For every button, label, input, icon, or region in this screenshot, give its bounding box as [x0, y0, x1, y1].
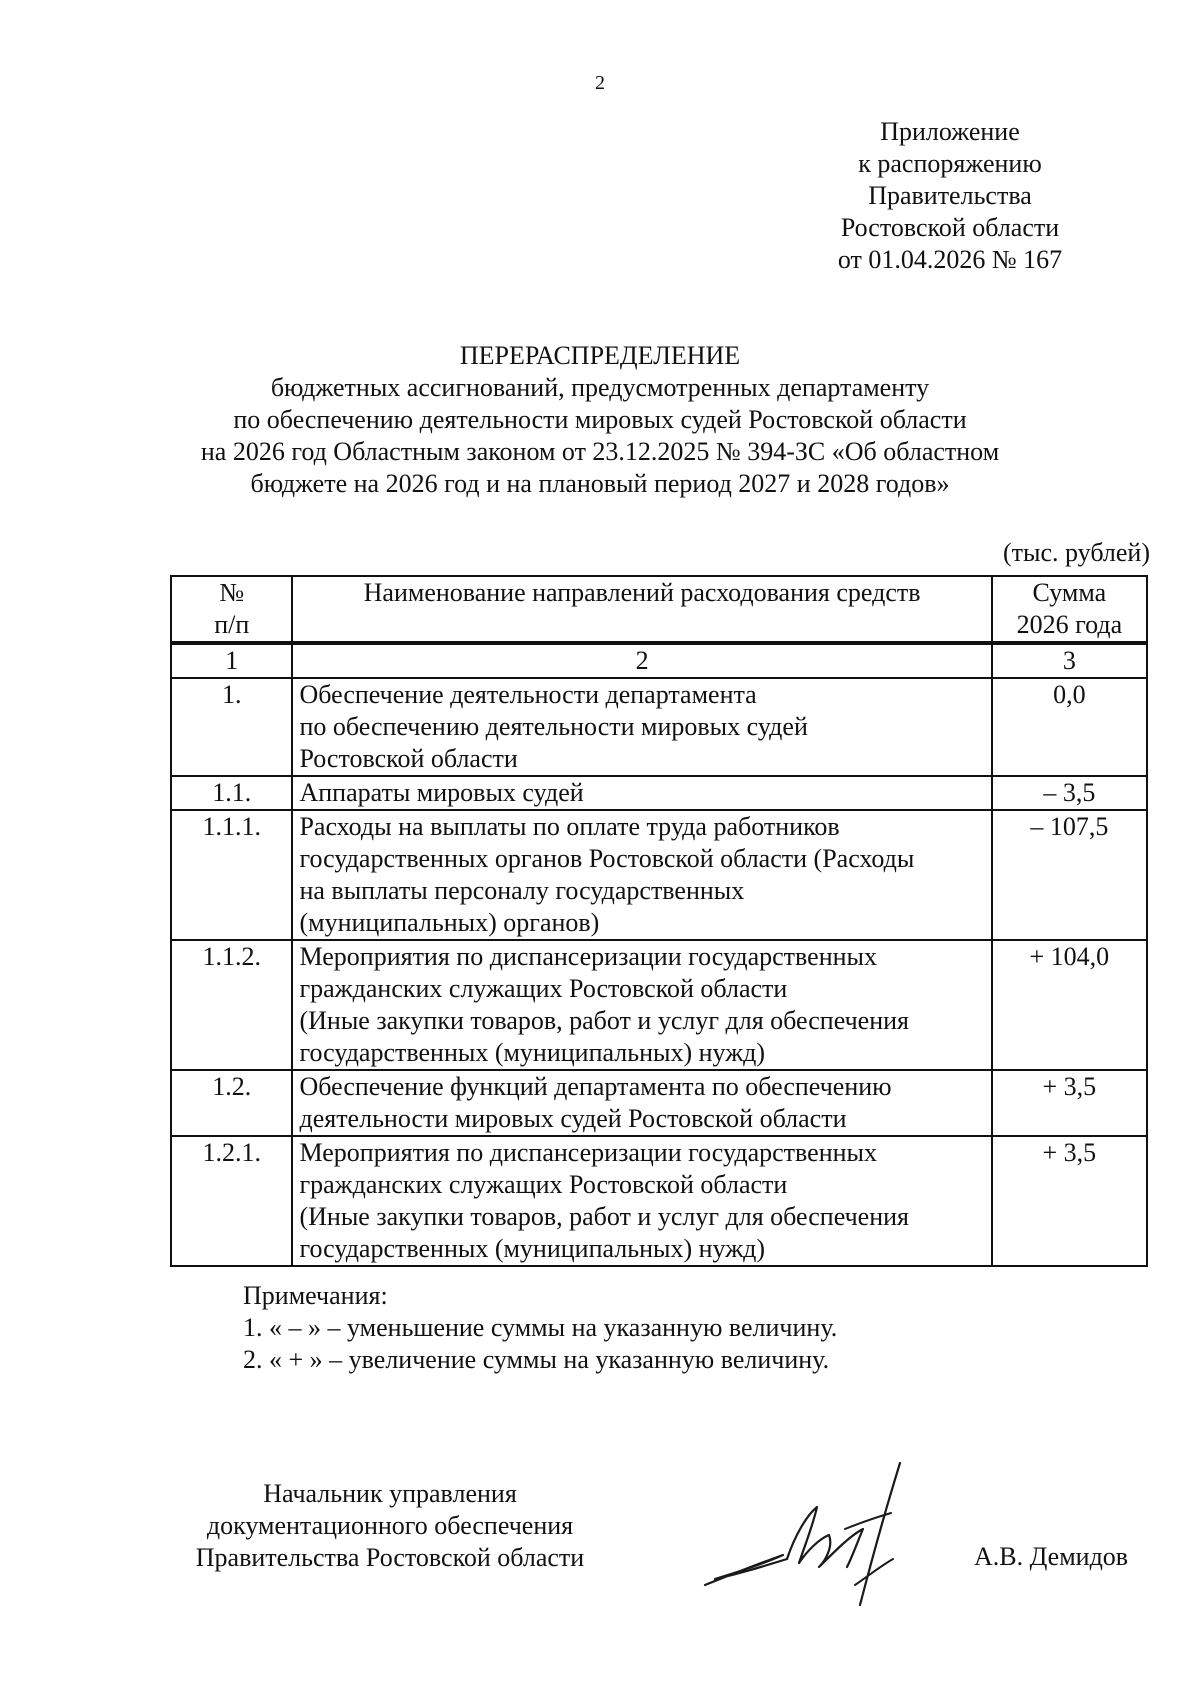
row-name-line: государственных (муниципальных) нужд) — [299, 1038, 766, 1067]
row-amount: 0,0 — [992, 678, 1147, 776]
annex-line: от 01.04.2026 № 167 — [837, 245, 1063, 274]
row-number: 1.1.2. — [171, 940, 292, 1070]
row-name-line: Мероприятия по диспансеризации государственных — [299, 1138, 877, 1167]
row-number: 1.1. — [171, 776, 292, 810]
budget-table — [170, 575, 1148, 1267]
signer-position-line: Правительства Ростовской области — [195, 1543, 585, 1572]
signer-position-line: Начальник управления — [263, 1479, 517, 1508]
table-row — [171, 1070, 1147, 1136]
row-name-line: государственных (муниципальных) нужд) — [299, 1234, 766, 1263]
header-amount-line1: Сумма — [1032, 578, 1107, 607]
row-amount: – 107,5 — [992, 810, 1147, 940]
table-row — [171, 1136, 1147, 1266]
annex-line: Правительства — [868, 181, 1032, 210]
row-name-line: (муниципальных) органов) — [299, 908, 600, 937]
annex-line: Ростовской области — [840, 213, 1060, 242]
row-name-line: (Иные закупки товаров, работ и услуг для обеспечения — [299, 1202, 909, 1231]
document-title — [160, 340, 1040, 500]
row-amount: + 104,0 — [992, 940, 1147, 1070]
row-amount: + 3,5 — [992, 1070, 1147, 1136]
title-heading: ПЕРЕРАСПРЕДЕЛЕНИЕ — [459, 341, 741, 370]
row-name-line: (Иные закупки товаров, работ и услуг для обеспечения — [299, 1006, 909, 1035]
header-name-text: Наименование направлений расходования средств — [363, 578, 921, 607]
table-body — [171, 678, 1147, 1266]
notes-heading: Примечания: — [243, 1281, 388, 1310]
row-name-line: Ростовской области — [299, 744, 518, 773]
row-name-line: деятельности мировых судей Ростовской области — [299, 1104, 847, 1133]
row-name-line: Обеспечение деятельности департамента — [299, 680, 757, 709]
row-number: 1.2. — [171, 1070, 292, 1136]
table-index-row — [171, 643, 1147, 678]
table-row — [171, 940, 1147, 1070]
row-number: 1.1.1. — [171, 810, 292, 940]
table-header-row — [171, 576, 1147, 643]
annex-line: к распоряжению — [858, 149, 1042, 178]
title-line: по обеспечению деятельности мировых судей Ростовской области — [233, 405, 967, 434]
index-cell: 1 — [171, 643, 292, 678]
table-row — [171, 678, 1147, 776]
header-amount — [992, 576, 1147, 643]
row-number: 1. — [171, 678, 292, 776]
signer-name: А.В. Демидов — [974, 1542, 1129, 1571]
table-row — [171, 776, 1147, 810]
header-name — [292, 576, 991, 643]
header-amount-line2: 2026 года — [1016, 610, 1123, 639]
index-cell: 3 — [992, 643, 1147, 678]
row-name-line: Мероприятия по диспансеризации государственных — [299, 942, 877, 971]
row-amount: + 3,5 — [992, 1136, 1147, 1266]
note-item: 2. « + » – увеличение суммы на указанную величину. — [243, 1345, 830, 1374]
header-number — [171, 576, 292, 643]
annex-block — [800, 116, 1100, 276]
header-number-line1: № — [219, 578, 245, 607]
row-name-line: гражданских служащих Ростовской области — [299, 974, 788, 1003]
handwritten-signature — [695, 1455, 955, 1615]
row-name-line: Обеспечение функций департамента по обеспечению — [299, 1072, 892, 1101]
row-name — [292, 810, 991, 940]
title-line: на 2026 год Областным законом от 23.12.2025 № 394-ЗС «Об областном — [200, 437, 1000, 466]
header-number-line2: п/п — [214, 610, 250, 639]
signer-position-line: документационного обеспечения — [206, 1511, 574, 1540]
row-name — [292, 678, 991, 776]
note-item: 1. « – » – уменьшение суммы на указанную величину. — [243, 1313, 838, 1342]
index-cell: 2 — [292, 643, 991, 678]
row-name — [292, 1136, 991, 1266]
units-label: (тыс. рублей) — [1002, 538, 1150, 567]
title-line: бюджетных ассигнований, предусмотренных департаменту — [270, 373, 930, 402]
row-amount: – 3,5 — [992, 776, 1147, 810]
row-name-line: Аппараты мировых судей — [299, 778, 584, 807]
signer-position — [160, 1478, 620, 1574]
row-name — [292, 1070, 991, 1136]
row-number: 1.2.1. — [171, 1136, 292, 1266]
page-number: 2 — [595, 72, 605, 94]
row-name-line: на выплаты персоналу государственных — [299, 876, 745, 905]
row-name — [292, 940, 991, 1070]
title-line: бюджете на 2026 год и на плановый период 2027 и 2028 годов» — [250, 469, 950, 498]
annex-line: Приложение — [880, 117, 1020, 146]
row-name-line: Расходы на выплаты по оплате труда работников — [299, 812, 840, 841]
row-name — [292, 776, 991, 810]
table-row — [171, 810, 1147, 940]
notes-block — [243, 1280, 837, 1376]
row-name-line: государственных органов Ростовской области (Расходы — [299, 844, 915, 873]
row-name-line: гражданских служащих Ростовской области — [299, 1170, 788, 1199]
row-name-line: по обеспечению деятельности мировых судей — [299, 712, 808, 741]
